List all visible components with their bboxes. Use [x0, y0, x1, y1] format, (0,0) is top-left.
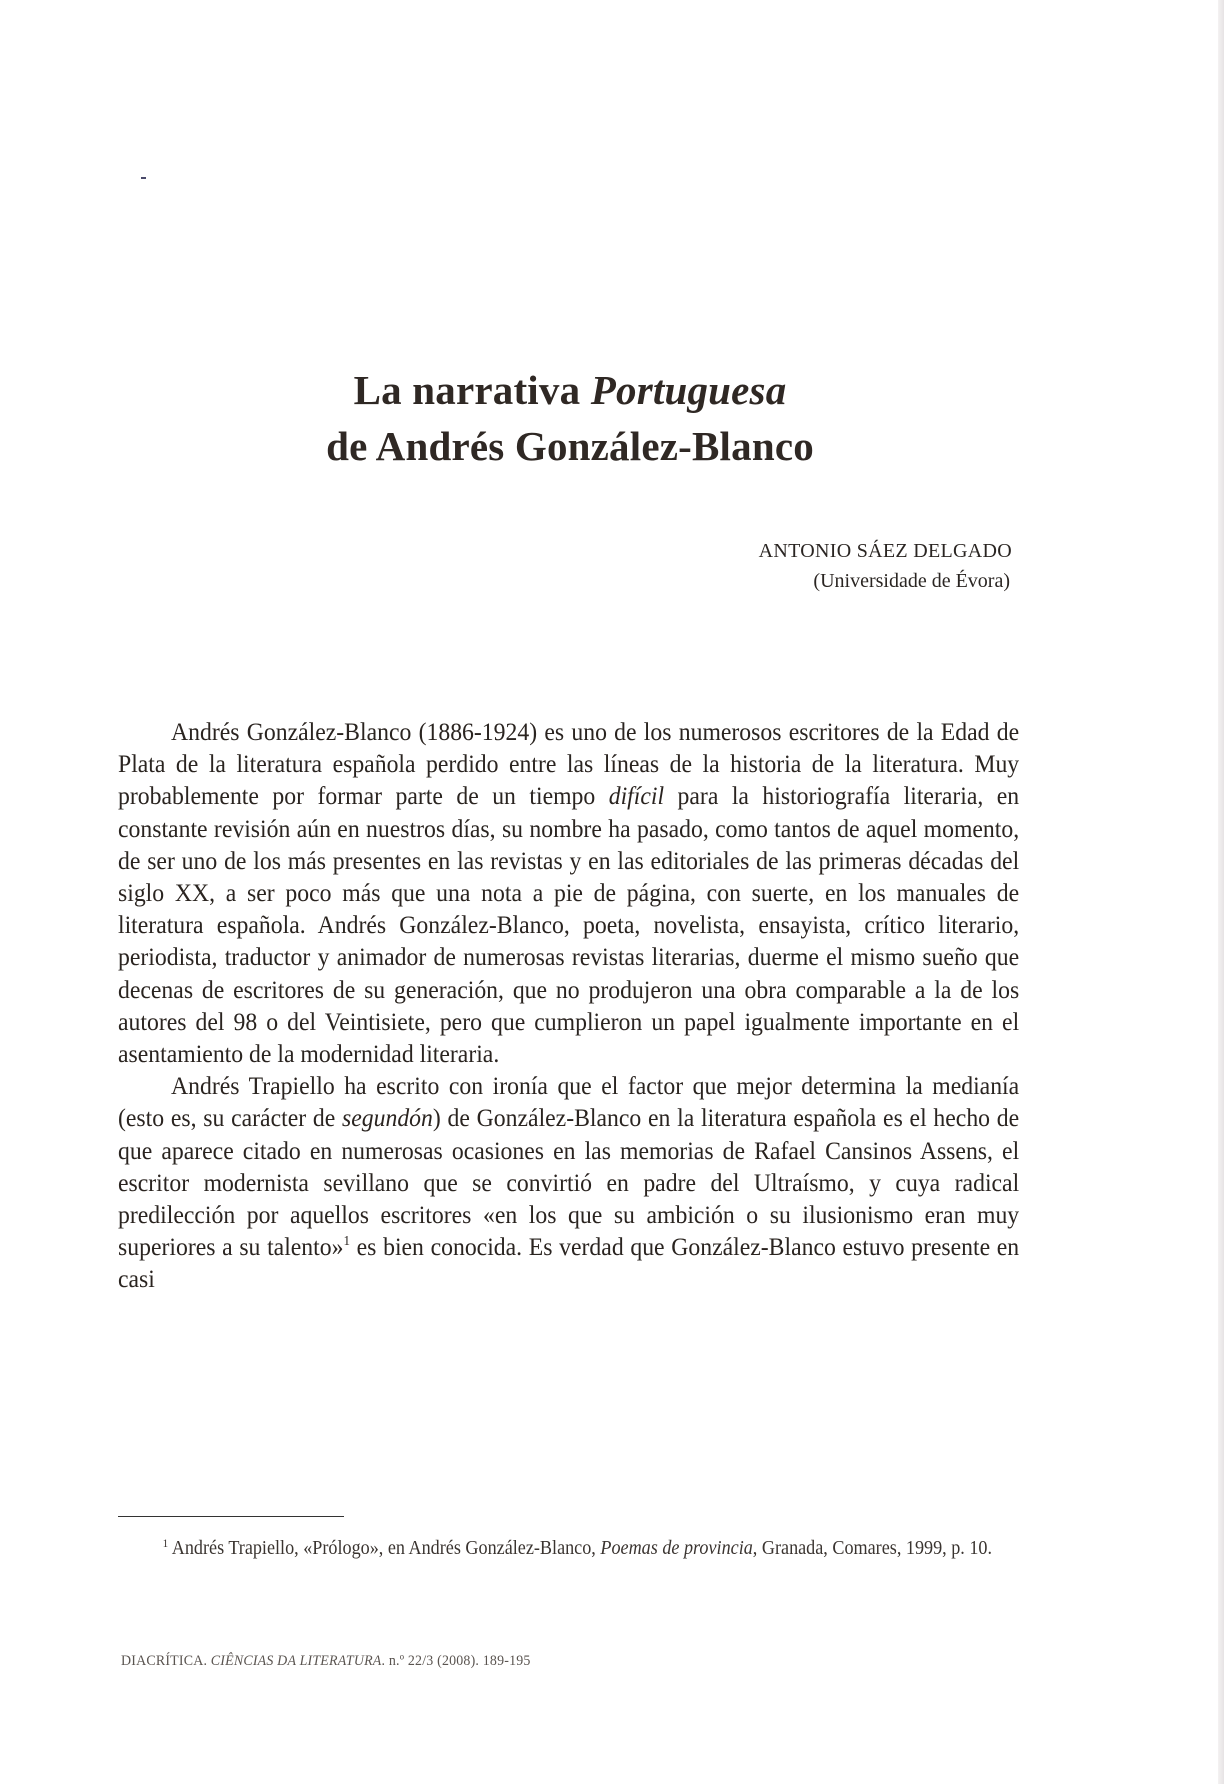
article-title: [0, 362, 1140, 474]
paragraph-2-text-b: ) de González-Blanco en la literatura española es el hecho de que aparece citado en numerosas ocasiones en las memorias de Rafael Cansinos Assens, el escritor modernista sevillano que se convirtió en padre del Ultraísmo, y cuya radical predilección por aquellos escritores «en los que su ambición o su ilusionismo eran muy superiores a su talento»: [118, 1103, 1020, 1262]
author-name: ANTONIO SÁEZ DELGADO: [758, 540, 1012, 562]
author-block: [600, 536, 1012, 596]
footnote-text-a: Andrés Trapiello, «Prólogo», en Andrés González-Blanco,: [168, 1538, 601, 1559]
paragraph-2-text-a: Andrés Trapiello ha escrito con ironía que el factor que mejor determina la medianía (esto es, su carácter de: [118, 1071, 1020, 1133]
footnote-italic-title: Poemas de provincia: [600, 1538, 753, 1559]
footer-issue-pages: . n.º 22/3 (2008). 189-195: [381, 1653, 531, 1669]
footer-journal-name: DIACRÍTICA.: [121, 1653, 211, 1669]
paragraph-1: [118, 716, 1019, 1070]
journal-footer: [121, 1651, 531, 1671]
footnotes: [118, 1535, 1019, 1562]
footnote-text-b: , Granada, Comares, 1999, p. 10.: [752, 1538, 993, 1559]
footer-journal-subtitle: CIÊNCIAS DA LITERATURA: [210, 1653, 382, 1669]
title-line-1-italic: Portuguesa: [590, 367, 787, 413]
paragraph-1-text-b: para la historiografía literaria, en constante revisión aún en nuestros días, su nombre ha pasado, como tantos de aquel momento, de ser uno de los más presentes en las revistas y en las editoriales de las primeras décadas del siglo XX, a ser poco más que una nota a pie de página, con suerte, en los manuales de literatura española. Andrés González-Blanco, poeta, novelista, ensayista, crítico literario, periodista, traductor y animador de numerosas revistas literarias, duerme el mismo sueño que decenas de escritores de su generación, que no produjeron una obra comparable a la de los autores del 98 o del Veintisiete, pero que cumplieron un papel igualmente importante en el asentamiento de la modernidad literaria.: [118, 781, 1020, 1069]
author-affiliation: (Universidade de Évora): [813, 570, 1010, 592]
title-line-1: [0, 362, 1140, 418]
footnote-reference[interactable]: 1: [343, 1234, 350, 1250]
title-line-1-prefix: La narrativa: [353, 367, 591, 413]
scan-speck: [141, 177, 146, 179]
footnote-number: 1: [162, 1536, 169, 1550]
paragraph-2-text-c: es bien conocida. Es verdad que González-Blanco estuvo presente en casi: [118, 1232, 1020, 1294]
footnote-item: [118, 1535, 1019, 1562]
footnote-divider: [118, 1516, 344, 1517]
paragraph-1-italic: difícil: [608, 781, 665, 811]
title-line-2: de Andrés González-Blanco: [326, 423, 814, 469]
paragraph-2-italic: segundón: [341, 1103, 433, 1133]
body-text: [118, 716, 1019, 1296]
paragraph-2: [118, 1070, 1019, 1295]
paragraph-1-text-a: Andrés González-Blanco (1886-1924) es uno de los numerosos escritores de la Edad de Plata de la literatura española perdido entre las líneas de la historia de la literatura. Muy probablemente por formar parte de un tiempo: [118, 717, 1020, 811]
page-edge-shadow: [1218, 0, 1224, 1784]
